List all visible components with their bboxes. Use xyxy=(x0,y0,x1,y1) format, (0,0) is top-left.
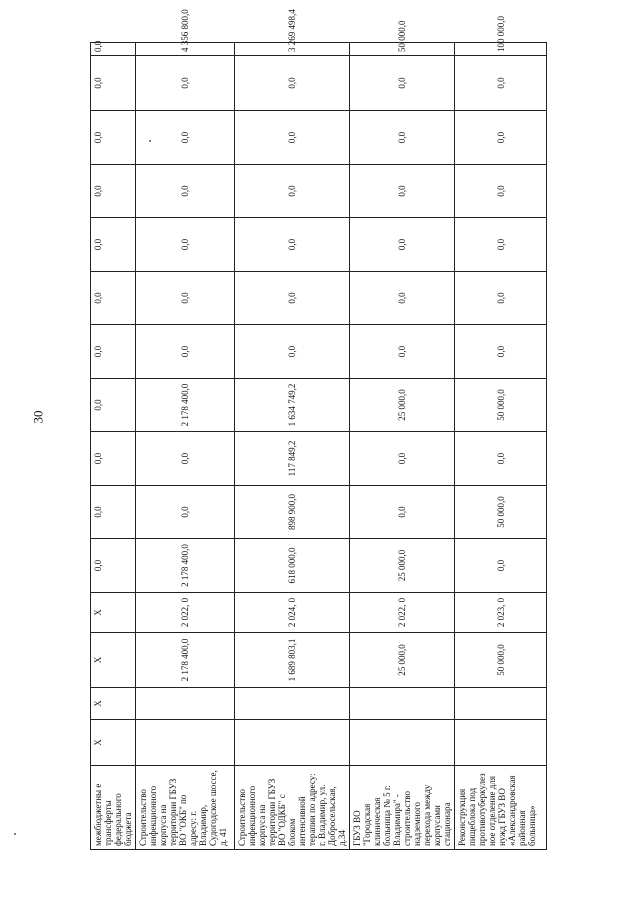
value-cell: 0,0 xyxy=(235,272,350,325)
value-cell: 0,0 xyxy=(136,486,235,539)
marker-cell xyxy=(350,688,455,720)
value-cell: 0,0 xyxy=(350,165,455,218)
rotated-table-container xyxy=(90,9,537,850)
value-cell: 0,0 xyxy=(235,165,350,218)
value-cell: 0,0 xyxy=(455,272,547,325)
value-cell: 50 000,0 xyxy=(455,379,547,432)
marker-cell xyxy=(455,688,547,720)
value-cell: 25 000,0 xyxy=(350,539,455,593)
value-cell: 0,0 xyxy=(350,56,455,111)
program-name-cell: Строительство инфекционного корпуса на территории ГБУЗ ВО "ОДКБ" с блоком интенсивной терапии по адресу: г. Владимир, ул. Добросельская, д.34 xyxy=(235,766,350,850)
value-cell: 0,0 xyxy=(91,272,136,325)
value-cell: 0,0 xyxy=(91,111,136,165)
value-cell: 0,0 xyxy=(235,56,350,111)
value-cell: 0,0 xyxy=(350,218,455,272)
cost-cell: 2 178 400,0 xyxy=(136,633,235,688)
program-name-cell: Строительство инфекционного корпуса на территории ГБУЗ ВО "ОКБ" по адресу: г. Владимир, Судогодское шоссе, д. 41 xyxy=(136,766,235,850)
value-cell: 3 269 498,4 xyxy=(235,43,350,56)
value-cell: 0,0 xyxy=(136,325,235,379)
value-cell: 2 178 400,0 xyxy=(136,379,235,432)
year-cell: 2 022, 0 xyxy=(136,593,235,633)
value-cell: 0,0 xyxy=(136,111,235,165)
value-cell: 0,0 xyxy=(350,272,455,325)
program-name-cell: Реконструкция пищеблока под противотуберкулез ное отделение для нужд ГБУЗ ВО «Александровская районная больница» xyxy=(455,766,547,850)
value-cell: 0,0 xyxy=(136,165,235,218)
cost-cell: 25 000,0 xyxy=(350,633,455,688)
value-cell: 117 849,2 xyxy=(235,432,350,486)
value-cell: 0,0 xyxy=(455,539,547,593)
marker-cell xyxy=(350,720,455,766)
value-cell: 0,0 xyxy=(91,539,136,593)
page-number: 30 xyxy=(30,410,46,424)
scan-dot xyxy=(14,833,16,835)
value-cell: 50 000,0 xyxy=(455,486,547,539)
table-row xyxy=(455,43,547,850)
value-cell: 0,0 xyxy=(350,486,455,539)
marker-cell xyxy=(136,688,235,720)
value-cell: 0,0 xyxy=(91,56,136,111)
value-cell: 0,0 xyxy=(91,432,136,486)
value-cell: 0,0 xyxy=(455,165,547,218)
cost-cell: 1 689 803,1 xyxy=(235,633,350,688)
marker-cell xyxy=(136,720,235,766)
value-cell: 50 000,0 xyxy=(350,43,455,56)
value-cell: 0,0 xyxy=(350,111,455,165)
value-cell: 0,0 xyxy=(455,111,547,165)
value-cell: 1 634 749,2 xyxy=(235,379,350,432)
value-cell: 0,0 xyxy=(91,325,136,379)
value-cell: 0,0 xyxy=(455,325,547,379)
value-cell: 25 000,0 xyxy=(350,379,455,432)
value-cell: 0,0 xyxy=(455,432,547,486)
table-body xyxy=(91,9,547,850)
value-cell: 0,0 xyxy=(91,43,136,56)
value-cell: 0,0 xyxy=(350,432,455,486)
value-cell: 0,0 xyxy=(136,218,235,272)
budget-table xyxy=(90,9,547,850)
value-cell: 0,0 xyxy=(136,432,235,486)
table-row xyxy=(235,43,350,850)
value-cell: 0,0 xyxy=(350,325,455,379)
value-cell: 4 356 800,0 xyxy=(136,43,235,56)
value-cell: 0,0 xyxy=(91,218,136,272)
marker-cell: X xyxy=(91,720,136,766)
value-cell: 100 000,0 xyxy=(455,43,547,56)
table-row xyxy=(91,43,136,850)
value-cell: 0,0 xyxy=(455,56,547,111)
cost-cell: 50 000,0 xyxy=(455,633,547,688)
value-cell: 618 000,0 xyxy=(235,539,350,593)
year-cell: 2 024, 0 xyxy=(235,593,350,633)
cost-cell: X xyxy=(91,633,136,688)
value-cell: 898 900,0 xyxy=(235,486,350,539)
marker-cell xyxy=(235,688,350,720)
value-cell: 2 178 400,0 xyxy=(136,539,235,593)
marker-cell: X xyxy=(91,688,136,720)
marker-cell xyxy=(455,720,547,766)
table-row xyxy=(350,43,455,850)
year-cell: X xyxy=(91,593,136,633)
marker-cell xyxy=(235,720,350,766)
program-name-cell: ГБУЗ ВО "Городская клиническая больница № 5 г. Владимира" - строительство надземного перехода между корпусами стационара xyxy=(350,766,455,850)
value-cell: 0,0 xyxy=(91,486,136,539)
value-cell: 0,0 xyxy=(136,56,235,111)
value-cell: 0,0 xyxy=(91,379,136,432)
year-cell: 2 022, 0 xyxy=(350,593,455,633)
program-name-cell: межбюджетны е трансферты федерального бюджета xyxy=(91,766,136,850)
value-cell: 0,0 xyxy=(91,165,136,218)
value-cell: 0,0 xyxy=(235,325,350,379)
value-cell: 0,0 xyxy=(455,218,547,272)
year-cell: 2 023, 0 xyxy=(455,593,547,633)
value-cell: 0,0 xyxy=(235,111,350,165)
value-cell: 0,0 xyxy=(136,272,235,325)
table-row xyxy=(136,43,235,850)
value-cell: 0,0 xyxy=(235,218,350,272)
